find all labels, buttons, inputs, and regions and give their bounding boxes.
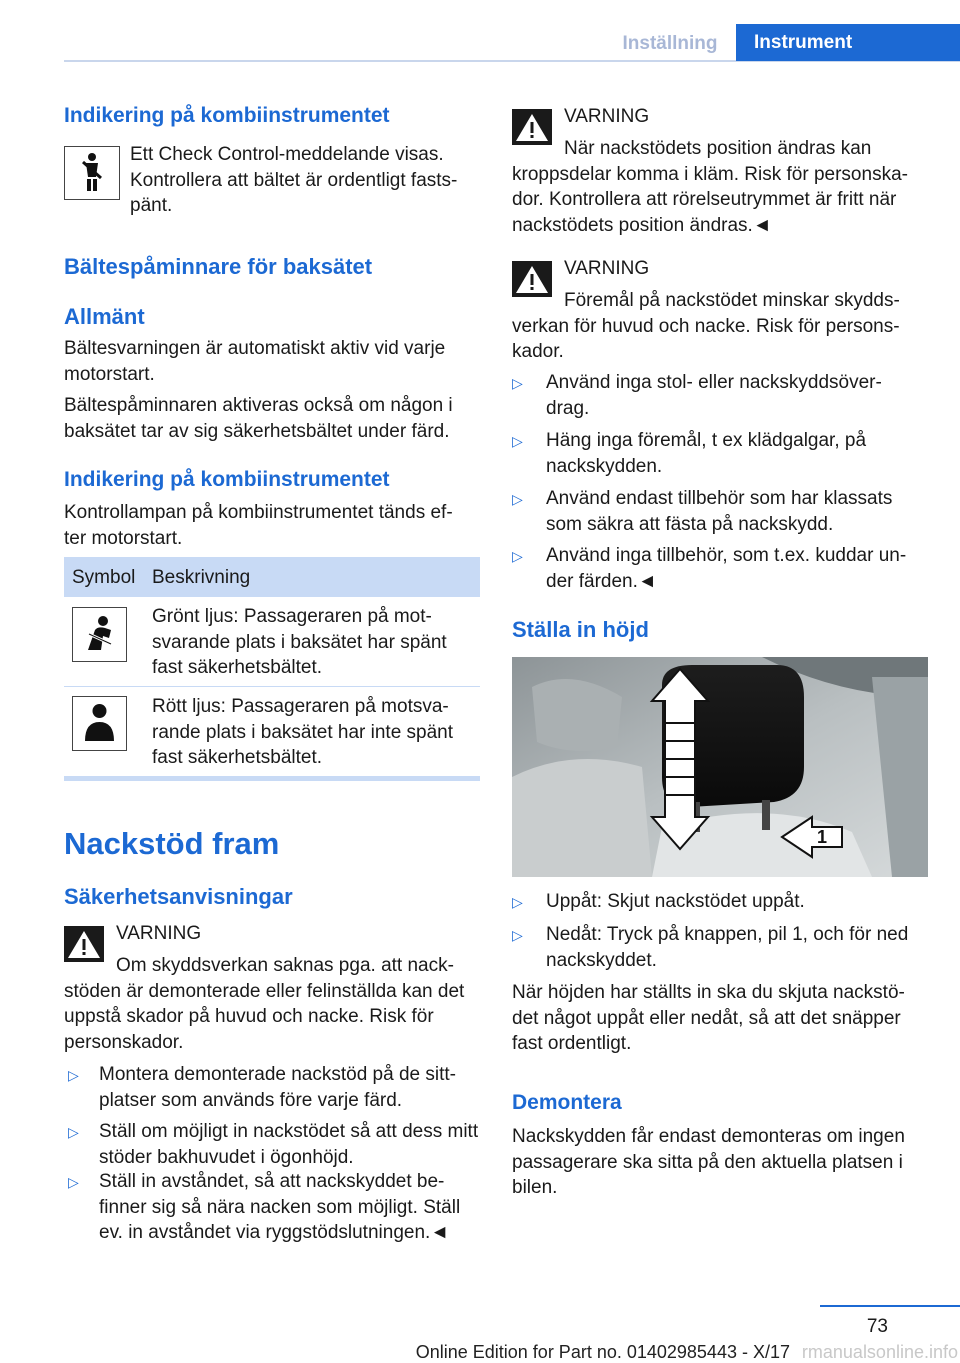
heading-stalla-in-hojd: Ställa in höjd (512, 617, 649, 642)
warning-label: VARNING (564, 258, 650, 279)
table-bottom-rule (64, 776, 480, 781)
list-item-text: Använd inga stol- eller nackskyddsöver‐ drag. (546, 372, 882, 419)
list-item-text: Montera demonterade nackstöd på de sitt‐ platser som används före varje färd. (99, 1064, 456, 1111)
edition-note: Online Edition for Part no. 01402985443 - X/17 (415, 1342, 790, 1362)
list-item (512, 370, 928, 428)
text-demontera: Nackskydden får endast demonteras om ingen passagerare ska sitta på den aktuella platsen i bilen. (512, 1126, 905, 1198)
column-beskrivning: Beskrivning (152, 567, 251, 588)
list-item-text: Ställ in avståndet, så att nackskyddet be‐ finner sig så nära nacken som möjligt. Ställ ev. in avståndet via ryggstödslutningen.◄ (99, 1171, 461, 1243)
text-allmant-2: Bältespåminnaren aktiveras också om någon i baksätet tar av sig säkerhetsbältet under färd. (64, 395, 453, 442)
warning-label: VARNING (116, 923, 202, 944)
warning-text-1: Om skyddsverkan saknas pga. att nack‐ stöden är demonterade eller felinställda kan det uppstå skador på huvud och nacke. Risk för personskador. (64, 955, 465, 1053)
list-item (512, 543, 928, 599)
heading-baltespaminnare: Bältespåminnare för baksätet (64, 254, 373, 279)
list-item (64, 1119, 480, 1169)
seatbelt-fastened-icon (72, 607, 127, 662)
heading-indikering-2: Indikering på kombiinstrumentet (64, 468, 390, 491)
table-row-desc-1: Grönt ljus: Passageraren på mot‐ svarande plats i baksätet har spänt fast säkerhetsbältet. (152, 606, 447, 678)
text-indikering-1: Ett Check Control-meddelande visas. Kontrollera att bältet är ordentligt fasts‐ pänt. (130, 144, 458, 216)
warning-label: VARNING (564, 106, 650, 127)
list-item (512, 922, 928, 980)
bullet-triangle-icon: ▷ (512, 927, 523, 943)
headrest-illustration (512, 657, 928, 877)
list-item-text: Ställ om möjligt in nackstödet så att dess mitt stöder bakhuvudet i ögonhöjd. (99, 1121, 479, 1168)
callout-number: 1 (817, 827, 828, 847)
bullet-triangle-icon: ▷ (512, 548, 523, 564)
warning-text-2: När nackstödets position ändras kan kroppsdelar komma i kläm. Risk för personska‐ dor. Kontrollera att rörelseutrymmet är fritt när nackstödets position ändras.◄ (512, 138, 908, 236)
bullet-triangle-icon: ▷ (512, 491, 523, 507)
bullet-triangle-icon: ▷ (512, 894, 523, 910)
text-hojd: När höjden har ställts in ska du skjuta nackstö‐ det något uppåt eller nedåt, så att det snäpper fast ordentligt. (512, 982, 905, 1054)
bullet-triangle-icon: ▷ (68, 1174, 79, 1190)
table-row-desc-2: Rött ljus: Passageraren på motsva‐ rande plats i baksätet har inte spänt fast säkerhetsbältet. (152, 696, 454, 768)
bullet-triangle-icon: ▷ (512, 375, 523, 391)
text-allmant-1: Bältesvarningen är automatiskt aktiv vid varje motorstart. (64, 338, 446, 385)
list-item-text: Använd inga tillbehör, som t.ex. kuddar un‐ der färden.◄ (546, 545, 907, 592)
bullet-triangle-icon: ▷ (68, 1124, 79, 1140)
list-item (512, 428, 928, 486)
list-item (64, 1062, 480, 1119)
list-item (512, 889, 928, 922)
heading-nackstod-fram: Nackstöd fram (64, 826, 280, 861)
tab-instrument[interactable]: Instrument (736, 24, 960, 61)
watermark: rmanualsonline.info (801, 1342, 958, 1362)
heading-indikering-1: Indikering på kombiinstrumentet (64, 104, 390, 127)
text-indikering-2: Kontrollampan på kombiinstrumentet tänds ef‐ ter motorstart. (64, 502, 453, 549)
heading-allmant: Allmänt (64, 304, 145, 329)
page-number: 73 (866, 1316, 888, 1337)
passenger-unbelted-icon (72, 696, 127, 751)
seatbelt-warning-icon (64, 146, 120, 200)
heading-sakerhetsanvisningar: Säkerhetsanvisningar (64, 884, 293, 909)
heading-demontera: Demontera (512, 1091, 622, 1114)
list-item-text: Uppåt: Skjut nackstödet uppåt. (546, 891, 805, 912)
table-row-divider (64, 686, 480, 687)
bullet-triangle-icon: ▷ (512, 433, 523, 449)
list-accessories (512, 370, 928, 599)
warning-text-3: Föremål på nackstödet minskar skydds‐ verkan för huvud och nacke. Risk för persons‐ kador. (512, 290, 900, 362)
list-height (512, 889, 928, 980)
list-item-text: Nedåt: Tryck på knappen, pil 1, och för ned nackskyddet. (546, 924, 909, 971)
list-item (64, 1169, 480, 1249)
bullet-triangle-icon: ▷ (68, 1067, 79, 1083)
table-header (64, 557, 480, 597)
tab-installning[interactable]: Inställning (622, 33, 718, 54)
column-symbol: Symbol (72, 567, 136, 588)
list-item-text: Använd endast tillbehör som har klassats som säkra att fästa på nackskydd. (546, 488, 893, 535)
list-item (512, 486, 928, 543)
footer-rule (820, 1305, 960, 1307)
list-safety (64, 1062, 480, 1249)
list-item-text: Häng inga föremål, t ex klädgalgar, på nackskydden. (546, 430, 867, 477)
